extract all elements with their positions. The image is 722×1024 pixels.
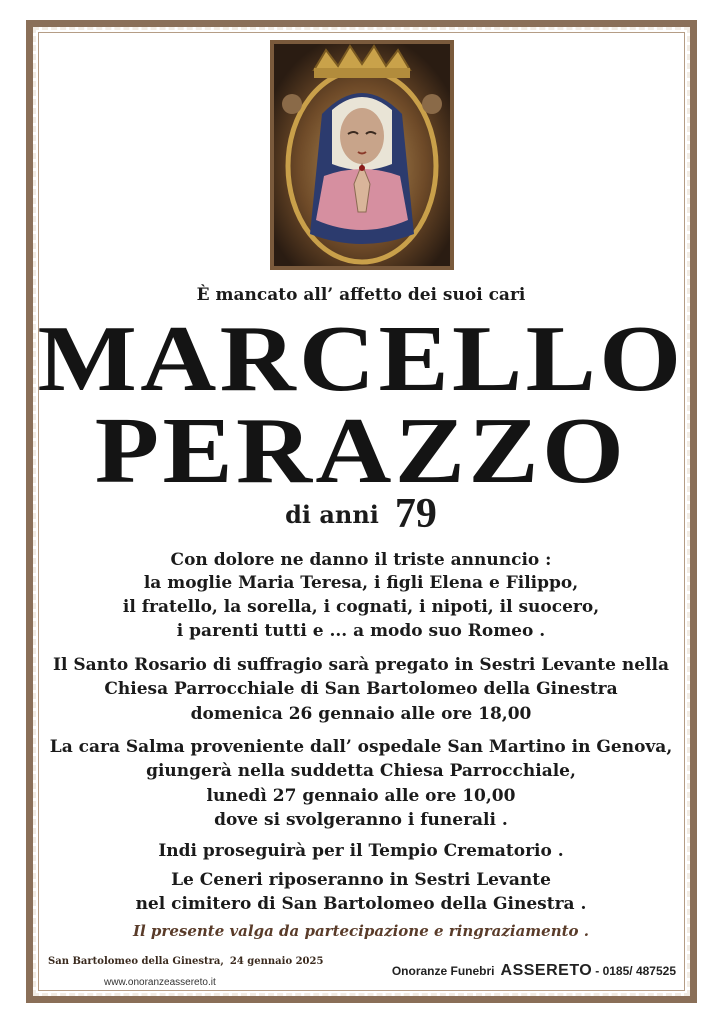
agency-name: ASSERETO — [500, 962, 593, 979]
deceased-first-name: MARCELLO — [37, 307, 685, 411]
cremation-line: Indi proseguirà per il Tempio Crematorio . — [158, 841, 564, 861]
age-row — [0, 492, 722, 537]
ashes-line: nel cimitero di San Bartolomeo della Ginestra . — [135, 894, 587, 914]
madonna-image — [270, 40, 454, 270]
agency-contact — [392, 962, 676, 980]
agency-website-link[interactable]: www.onoranzeassereto.it — [104, 977, 216, 988]
agency-phone: - 0185/ 487525 — [595, 964, 676, 978]
closing-text: Il presente valga da partecipazione e ringraziamento . — [133, 922, 589, 940]
agency-prefix: Onoranze Funebri — [391, 964, 495, 978]
arrival-line: giungerà nella suddetta Chiesa Parrocchiale, — [146, 761, 576, 781]
announcement-line: la moglie Maria Teresa, i figli Elena e Filippo, — [143, 573, 579, 593]
rosary-line: Chiesa Parrocchiale di San Bartolomeo della Ginestra — [104, 679, 618, 699]
announcement-line: il fratello, la sorella, i cognati, i nipoti, il suocero, — [122, 597, 600, 617]
rosary-date-line: domenica 26 gennaio alle ore 18,00 — [190, 704, 532, 724]
deceased-last-name: PERAZZO — [94, 399, 628, 503]
footer-place-date — [48, 956, 323, 967]
madonna-icon — [274, 44, 450, 266]
footer-date: 24 gennaio 2025 — [229, 956, 324, 967]
intro-text: È mancato all’ affetto dei suoi cari — [196, 285, 526, 305]
arrival-line: La cara Salma proveniente dall’ ospedale San Martino in Genova, — [49, 737, 673, 757]
age-label: di anni — [285, 500, 379, 529]
footer-place: San Bartolomeo della Ginestra, — [48, 956, 224, 967]
ashes-line: Le Ceneri riposeranno in Sestri Levante — [171, 870, 551, 890]
funeral-date-line: lunedì 27 gennaio alle ore 10,00 — [206, 786, 516, 806]
announcement-line: i parenti tutti e ... a modo suo Romeo . — [176, 621, 546, 641]
announcement-line: Con dolore ne danno il triste annuncio : — [170, 550, 552, 570]
funeral-line: dove si svolgeranno i funerali . — [214, 810, 508, 830]
rosary-line: Il Santo Rosario di suffragio sarà pregato in Sestri Levante nella — [53, 655, 669, 675]
age-value: 79 — [394, 491, 437, 537]
